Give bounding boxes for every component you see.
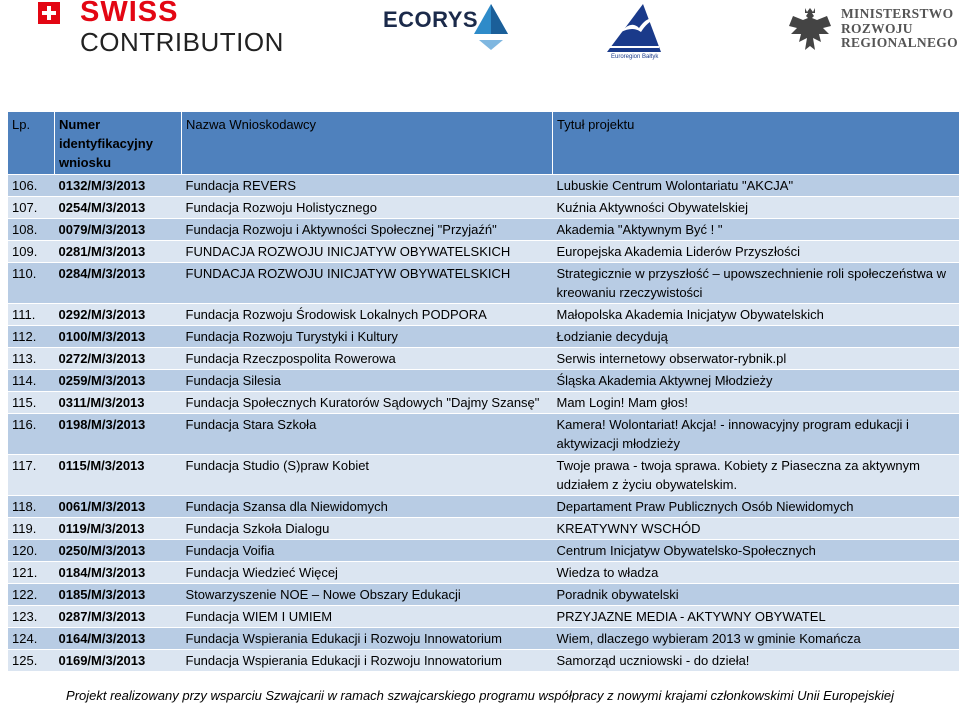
header-lp: Lp. (8, 112, 55, 175)
cell-numer: 0272/M/3/2013 (55, 348, 182, 370)
cell-lp: 122. (8, 584, 55, 606)
header-numer: Numer identyfikacyjny wniosku (55, 112, 182, 175)
cell-lp: 108. (8, 219, 55, 241)
table-row (8, 304, 959, 326)
swiss-contribution-logo (38, 0, 288, 62)
cell-tytul: Departament Praw Publicznych Osób Niewidomych (553, 496, 960, 518)
cell-numer: 0250/M/3/2013 (55, 540, 182, 562)
cell-nazwa: Fundacja Voifia (182, 540, 553, 562)
cell-tytul: Twoje prawa - twoja sprawa. Kobiety z Piaseczna za aktywnym udziałem z życiu obywatelskim. (553, 455, 960, 496)
cell-tytul: Mam Login! Mam głos! (553, 392, 960, 414)
cell-numer: 0164/M/3/2013 (55, 628, 182, 650)
contribution-logo-text: CONTRIBUTION (80, 27, 284, 57)
ministry-line-2: ROZWOJU (841, 20, 913, 36)
cell-lp: 110. (8, 263, 55, 304)
cell-tytul: Europejska Akademia Liderów Przyszłości (553, 241, 960, 263)
cell-numer: 0184/M/3/2013 (55, 562, 182, 584)
header-tytul: Tytuł projektu (553, 112, 960, 175)
table-row (8, 584, 959, 606)
cell-tytul: Kamera! Wolontariat! Akcja! - innowacyjny program edukacji i aktywizacji młodzieży (553, 414, 960, 455)
swiss-logo-text: SWISS (80, 0, 179, 28)
eagle-emblem-icon (787, 6, 833, 56)
ministry-logo (787, 6, 960, 56)
table-row (8, 326, 959, 348)
cell-lp: 109. (8, 241, 55, 263)
cell-lp: 116. (8, 414, 55, 455)
cell-nazwa: Fundacja Wspierania Edukacji i Rozwoju Innowatorium (182, 628, 553, 650)
cell-lp: 119. (8, 518, 55, 540)
cell-numer: 0198/M/3/2013 (55, 414, 182, 455)
cell-lp: 117. (8, 455, 55, 496)
cell-nazwa: Fundacja Szansa dla Niewidomych (182, 496, 553, 518)
cell-nazwa: Fundacja REVERS (182, 175, 553, 197)
cell-numer: 0254/M/3/2013 (55, 197, 182, 219)
table-row (8, 219, 959, 241)
cell-tytul: Łodzianie decydują (553, 326, 960, 348)
cell-numer: 0061/M/3/2013 (55, 496, 182, 518)
cell-tytul: Kuźnia Aktywności Obywatelskiej (553, 197, 960, 219)
cell-numer: 0115/M/3/2013 (55, 455, 182, 496)
table-row (8, 370, 959, 392)
table-row (8, 263, 959, 304)
table-header-row (8, 112, 959, 175)
cell-nazwa: Fundacja Rzeczpospolita Rowerowa (182, 348, 553, 370)
table-row (8, 175, 959, 197)
cell-tytul: Samorząd uczniowski - do dzieła! (553, 650, 960, 672)
cell-lp: 124. (8, 628, 55, 650)
cell-lp: 111. (8, 304, 55, 326)
seagull-icon (603, 2, 665, 54)
cell-tytul: Wiem, dlaczego wybieram 2013 w gminie Komańcza (553, 628, 960, 650)
cell-tytul: Serwis internetowy obserwator-rybnik.pl (553, 348, 960, 370)
cell-lp: 118. (8, 496, 55, 518)
ministry-name (841, 7, 958, 51)
cell-nazwa: Fundacja Rozwoju Środowisk Lokalnych PODPORA (182, 304, 553, 326)
cell-nazwa: Fundacja Rozwoju i Aktywności Społecznej "Przyjaźń" (182, 219, 553, 241)
cell-nazwa: Fundacja Szkoła Dialogu (182, 518, 553, 540)
cell-nazwa: FUNDACJA ROZWOJU INICJATYW OBYWATELSKICH (182, 241, 553, 263)
cell-numer: 0259/M/3/2013 (55, 370, 182, 392)
cell-nazwa: Fundacja WIEM I UMIEM (182, 606, 553, 628)
table-row (8, 241, 959, 263)
cell-lp: 112. (8, 326, 55, 348)
cell-nazwa: Fundacja Silesia (182, 370, 553, 392)
table-row (8, 606, 959, 628)
cell-nazwa: FUNDACJA ROZWOJU INICJATYW OBYWATELSKICH (182, 263, 553, 304)
cell-numer: 0100/M/3/2013 (55, 326, 182, 348)
cell-nazwa: Fundacja Rozwoju Turystyki i Kultury (182, 326, 553, 348)
applications-table (8, 112, 959, 671)
cell-tytul: Strategicznie w przyszłość – upowszechnienie roli społeczeństwa w kreowaniu rzeczywistości (553, 263, 960, 304)
cell-nazwa: Stowarzyszenie NOE – Nowe Obszary Edukacji (182, 584, 553, 606)
cell-lp: 123. (8, 606, 55, 628)
cell-nazwa: Fundacja Rozwoju Holistycznego (182, 197, 553, 219)
ecorys-triangle-icon (473, 4, 509, 50)
cell-numer: 0284/M/3/2013 (55, 263, 182, 304)
cell-lp: 115. (8, 392, 55, 414)
ministry-line-3: REGIONALNEGO (841, 35, 958, 50)
table-row (8, 562, 959, 584)
table-row (8, 518, 959, 540)
table-row (8, 540, 959, 562)
cell-numer: 0311/M/3/2013 (55, 392, 182, 414)
cell-tytul: Lubuskie Centrum Wolontariatu "AKCJA" (553, 175, 960, 197)
cell-nazwa: Fundacja Wspierania Edukacji i Rozwoju Innowatorium (182, 650, 553, 672)
cell-nazwa: Fundacja Stara Szkoła (182, 414, 553, 455)
cell-tytul: Śląska Akademia Aktywnej Młodzieży (553, 370, 960, 392)
cell-numer: 0169/M/3/2013 (55, 650, 182, 672)
cell-numer: 0281/M/3/2013 (55, 241, 182, 263)
logo-header (0, 0, 960, 80)
table-row (8, 455, 959, 496)
cell-tytul: PRZYJAZNE MEDIA - AKTYWNY OBYWATEL (553, 606, 960, 628)
cell-numer: 0292/M/3/2013 (55, 304, 182, 326)
table-row (8, 348, 959, 370)
euroregion-caption: Euroregion Bałtyk (611, 54, 659, 60)
table-row (8, 628, 959, 650)
euroregion-baltyk-logo (603, 2, 665, 64)
cell-numer: 0185/M/3/2013 (55, 584, 182, 606)
footer-note: Projekt realizowany przy wsparciu Szwajcarii w ramach szwajcarskiego programu współpracy z nowymi krajami członkowskimi Unii Europejskiej (66, 688, 894, 703)
cell-tytul: Wiedza to władza (553, 562, 960, 584)
ministry-line-1: MINISTERSTWO (841, 6, 954, 21)
ecorys-logo-text: ECORYS (383, 7, 479, 32)
cell-lp: 113. (8, 348, 55, 370)
cell-lp: 120. (8, 540, 55, 562)
cell-tytul: Akademia "Aktywnym Być ! " (553, 219, 960, 241)
cell-numer: 0132/M/3/2013 (55, 175, 182, 197)
table-row (8, 197, 959, 219)
cell-lp: 121. (8, 562, 55, 584)
cell-nazwa: Fundacja Społecznych Kuratorów Sądowych "Dajmy Szansę" (182, 392, 553, 414)
table-row (8, 392, 959, 414)
cell-numer: 0079/M/3/2013 (55, 219, 182, 241)
cell-lp: 106. (8, 175, 55, 197)
cell-nazwa: Fundacja Studio (S)praw Kobiet (182, 455, 553, 496)
cell-tytul: Centrum Inicjatyw Obywatelsko-Społecznych (553, 540, 960, 562)
header-nazwa: Nazwa Wnioskodawcy (182, 112, 553, 175)
ecorys-logo (383, 4, 513, 56)
table-row (8, 650, 959, 672)
cell-lp: 107. (8, 197, 55, 219)
cell-tytul: KREATYWNY WSCHÓD (553, 518, 960, 540)
cell-lp: 125. (8, 650, 55, 672)
cell-tytul: Poradnik obywatelski (553, 584, 960, 606)
swiss-cross-icon (38, 2, 60, 24)
table-row (8, 496, 959, 518)
cell-lp: 114. (8, 370, 55, 392)
cell-nazwa: Fundacja Wiedzieć Więcej (182, 562, 553, 584)
cell-tytul: Małopolska Akademia Inicjatyw Obywatelskich (553, 304, 960, 326)
cell-numer: 0287/M/3/2013 (55, 606, 182, 628)
cell-numer: 0119/M/3/2013 (55, 518, 182, 540)
table-row (8, 414, 959, 455)
